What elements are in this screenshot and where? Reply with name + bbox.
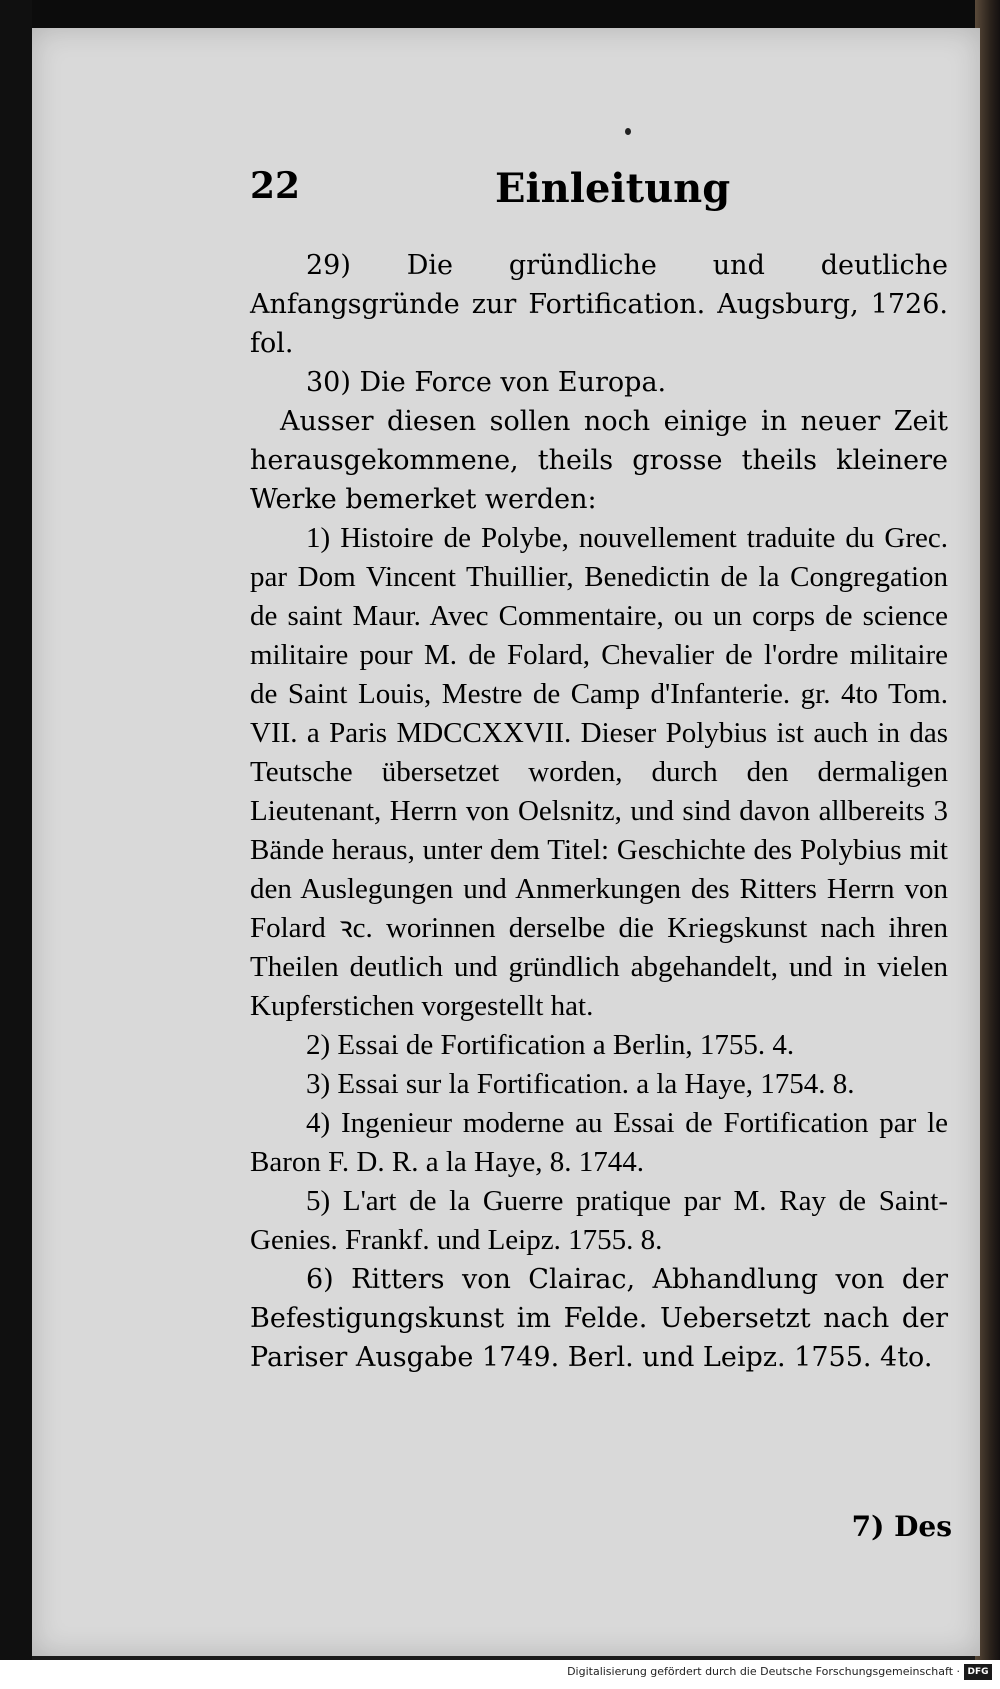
intro-paragraph: Ausser diesen sollen noch einige in neuer Zeit herausgekommene, theils grosse theils kleinere Werke bemerket werden:	[250, 406, 948, 515]
footer-bar	[0, 1660, 1000, 1689]
entry-6: 6) Ritters von Clairac, Abhandlung von der Befestigungskunst im Felde. Uebersetzt nach der Pariser Ausgabe 1749. Berl. und Leipz. 1755. 4to.	[250, 1264, 948, 1373]
entry-3: 3) Essai sur la Fortification. a la Haye, 1754. 8.	[306, 1068, 855, 1100]
scan-top-edge	[0, 0, 1000, 28]
dfg-logo-icon: DFG	[964, 1664, 992, 1680]
footer-credit: Digitalisierung gefördert durch die Deutsche Forschungsgemeinschaft ·	[567, 1665, 960, 1678]
running-title: Einleitung	[495, 165, 731, 212]
ink-spot	[625, 128, 631, 135]
running-head	[250, 165, 950, 225]
entry-29: 29) Die gründliche und deutliche Anfangsgründe zur Fortification. Augsburg, 1726. fol.	[250, 250, 948, 359]
entry-30: 30) Die Force von Europa.	[306, 367, 667, 398]
catchword: 7) Des	[851, 1510, 952, 1543]
entry-2: 2) Essai de Fortification a Berlin, 1755. 4.	[306, 1029, 795, 1061]
page-body	[250, 246, 948, 1377]
entry-1: 1) Histoire de Polybe, nouvellement traduite du Grec. par Dom Vincent Thuillier, Benedictin de la Congregation de saint Maur. Avec Commentaire, ou un corps de science militaire pour M. de Folard, Chevalier de l'ordre militaire de Saint Louis, Mestre de Camp d'Infanterie. gr. 4to Tom. VII. a Paris MDCCXXVII. Dieser Polybius ist auch in das Teutsche übersetzet worden, durch den dermaligen Lieutenant, Herrn von Oelsnitz, und sind davon allbereits 3 Bände heraus, unter dem Titel: Geschichte des Polybius mit den Auslegungen und Anmerkungen des Ritters Herrn von Folard ꝛc. worinnen derselbe die Kriegskunst nach ihren Theilen deutlich und gründlich abgehandelt, und in vielen Kupferstichen vorgestellt hat.	[250, 522, 948, 1022]
page-number: 22	[250, 165, 301, 207]
entry-5: 5) L'art de la Guerre pratique par M. Ray de Saint-Genies. Frankf. und Leipz. 1755. 8.	[250, 1185, 948, 1256]
entry-4: 4) Ingenieur moderne au Essai de Fortification par le Baron F. D. R. a la Haye, 8. 1744.	[250, 1107, 948, 1178]
scan-left-edge	[0, 0, 32, 1660]
